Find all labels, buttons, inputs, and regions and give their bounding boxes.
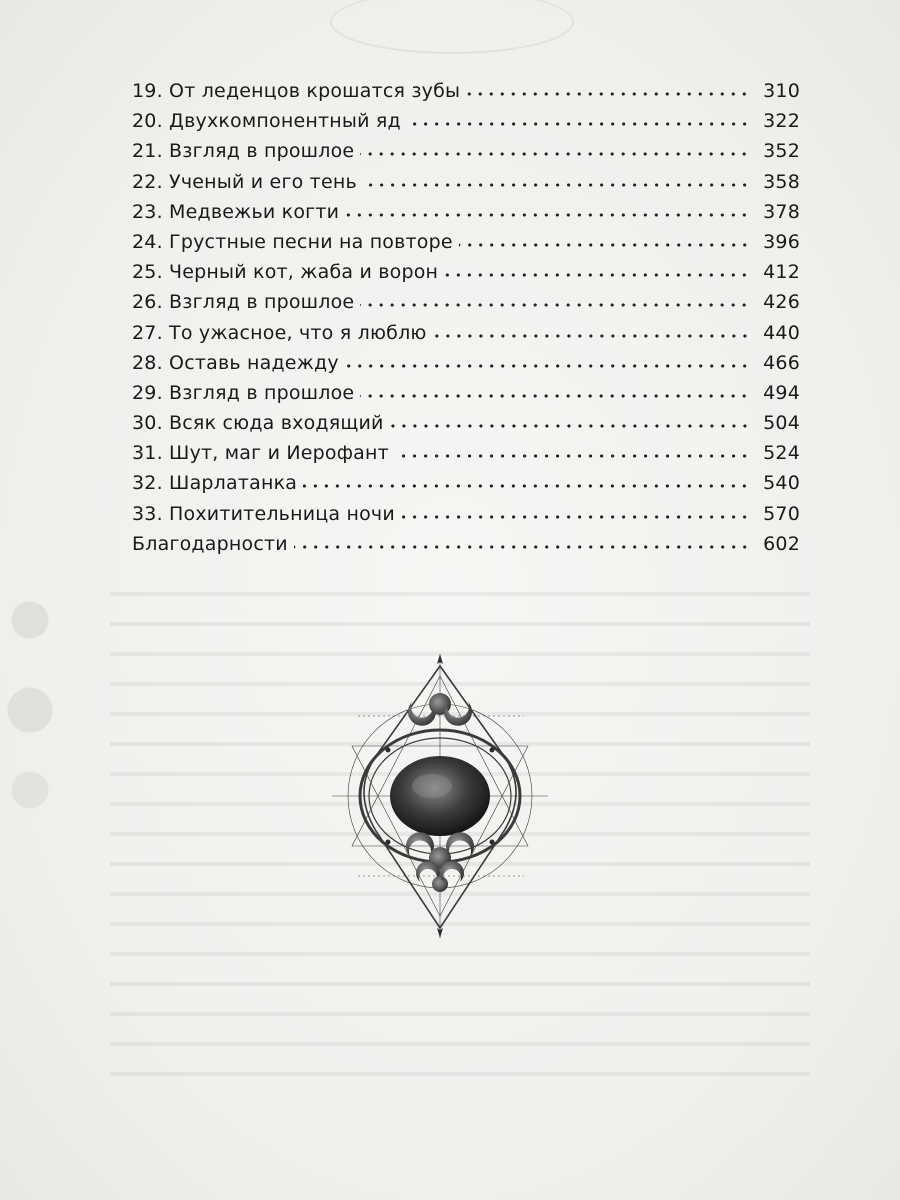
toc-entry-title: 23. Медвежьи когти <box>132 200 340 223</box>
toc-entry-page: 358 <box>763 170 800 193</box>
toc-entry-page: 352 <box>763 140 800 163</box>
dot-leader <box>407 121 750 127</box>
toc-entry-title: 21. Взгляд в прошлое <box>132 140 355 163</box>
toc-entry <box>132 382 800 412</box>
dot-leader <box>459 242 750 248</box>
show-through-seal <box>330 0 574 54</box>
toc-entry <box>132 231 800 261</box>
toc-entry <box>132 201 800 231</box>
dot-leader <box>360 302 750 308</box>
dot-leader <box>401 514 750 520</box>
dot-leader <box>433 333 750 339</box>
toc-entry-page: 426 <box>763 291 800 314</box>
toc-entry-title: 26. Взгляд в прошлое <box>132 291 355 314</box>
toc-entry-page: 322 <box>763 110 800 133</box>
toc-entry-page: 466 <box>763 351 800 374</box>
toc-entry <box>132 352 800 382</box>
toc-entry-page: 378 <box>763 200 800 223</box>
dot-leader <box>360 393 750 399</box>
toc-entry-page: 570 <box>763 502 800 525</box>
toc-entry-title: 25. Черный кот, жаба и ворон <box>132 261 439 284</box>
toc-entry-page: 540 <box>763 472 800 495</box>
toc-entry-title: 24. Грустные песни на повторе <box>132 230 453 253</box>
toc-entry-title: Благодарности <box>132 532 288 555</box>
toc-entry <box>132 503 800 533</box>
toc-entry-page: 524 <box>763 442 800 465</box>
toc-entry-title: 33. Похитительница ночи <box>132 502 395 525</box>
dot-leader <box>360 151 750 157</box>
toc-entry <box>132 412 800 442</box>
toc-entry <box>132 472 800 502</box>
dot-leader <box>294 544 750 550</box>
toc-entry-page: 310 <box>763 80 800 102</box>
toc-entry-title: 27. То ужасное, что я люблю <box>132 321 427 344</box>
toc-entry <box>132 80 800 110</box>
toc-entry-title: 20. Двухкомпонентный яд <box>132 110 401 133</box>
toc-entry <box>132 110 800 140</box>
toc-entry <box>132 322 800 352</box>
toc-entry-title: 30. Всяк сюда входящий <box>132 412 384 435</box>
dot-leader <box>390 423 750 429</box>
toc-entry <box>132 140 800 170</box>
toc-entry-page: 602 <box>763 532 800 555</box>
toc-entry-title: 29. Взгляд в прошлое <box>132 381 355 404</box>
show-through-moons <box>0 580 60 820</box>
dot-leader <box>444 272 750 278</box>
toc-entry-title: 32. Шарлатанка <box>132 472 298 495</box>
toc-entry-page: 494 <box>763 381 800 404</box>
toc-entry-page: 440 <box>763 321 800 344</box>
toc-entry <box>132 442 800 472</box>
dot-leader <box>345 212 750 218</box>
moon-phases-emblem-icon <box>328 646 552 946</box>
dot-leader <box>363 182 750 188</box>
dot-leader <box>303 483 750 489</box>
toc-entry-title: 28. Оставь надежду <box>132 351 339 374</box>
dot-leader <box>466 91 750 97</box>
toc-entry <box>132 261 800 291</box>
toc-entry-page: 396 <box>763 230 800 253</box>
dot-leader <box>395 453 750 459</box>
toc-entry <box>132 291 800 321</box>
toc-entry-title: 31. Шут, маг и Иерофант <box>132 442 389 465</box>
toc-entry <box>132 533 800 563</box>
toc-entry-page: 412 <box>763 261 800 284</box>
toc-entry-title: 19. От леденцов крошатся зубы <box>132 80 461 102</box>
table-of-contents <box>132 80 800 563</box>
toc-entry-title: 22. Ученый и его тень <box>132 170 357 193</box>
toc-entry-page: 504 <box>763 412 800 435</box>
toc-entry <box>132 171 800 201</box>
dot-leader <box>345 363 750 369</box>
